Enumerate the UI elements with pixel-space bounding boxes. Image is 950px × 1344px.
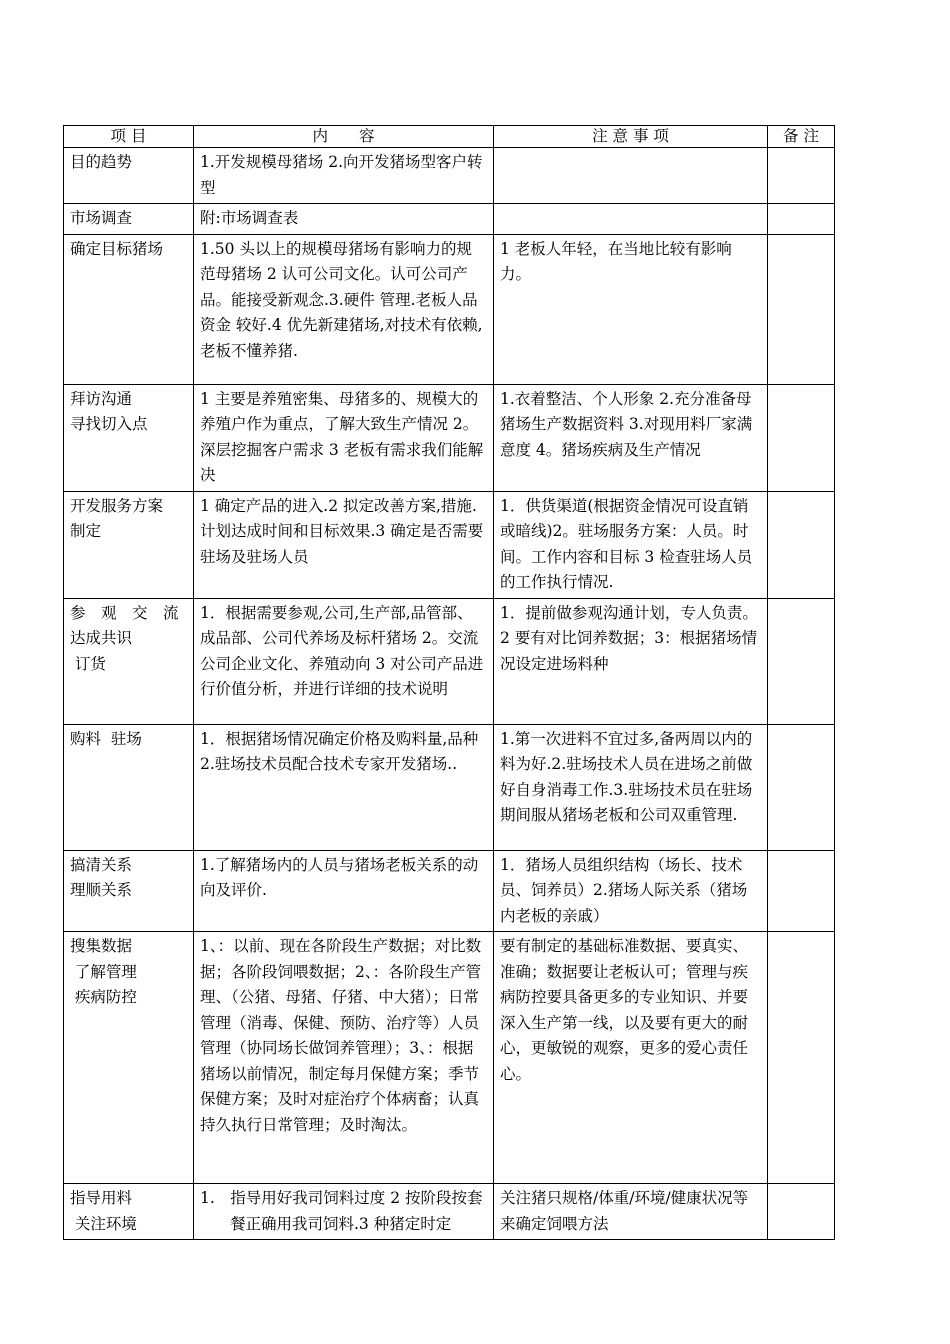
item-cell: 指导用料 关注环境 <box>64 1184 194 1240</box>
table-row <box>64 204 835 235</box>
table-row <box>64 148 835 204</box>
table-row <box>64 491 835 598</box>
table-header-row <box>64 126 835 148</box>
remark-cell <box>768 850 835 932</box>
item-cell: 开发服务方案 制定 <box>64 491 194 598</box>
notes-cell: 关注猪只规格/体重/环境/健康状况等来确定饲喂方法 <box>494 1184 768 1240</box>
remark-cell <box>768 234 835 384</box>
item-cell: 市场调查 <box>64 204 194 235</box>
work-plan-table <box>63 125 835 1240</box>
remark-cell <box>768 384 835 491</box>
content-cell: 1.50 头以上的规模母猪场有影响力的规范母猪场 2 认可公司文化。认可公司产品。能接受新观念.3.硬件 管理.老板人品 资金 较好.4 优先新建猪场,对技术有依赖,老板不懂养猪. <box>194 234 494 384</box>
header-notes: 注 意 事 项 <box>494 126 768 148</box>
content-cell: 1．根据猪场情况确定价格及购料量,品种 2.驻场技术员配合技术专家开发猪场.. <box>194 724 494 850</box>
header-content: 内 容 <box>194 126 494 148</box>
remark-cell <box>768 204 835 235</box>
table-row <box>64 384 835 491</box>
table-row <box>64 724 835 850</box>
content-cell: 1 主要是养殖密集、母猪多的、规模大的养殖户作为重点，了解大致生产情况 2。深层挖掘客户需求 3 老板有需求我们能解决 <box>194 384 494 491</box>
content-cell: 1、：以前、现在各阶段生产数据；对比数据；各阶段饲喂数据；2、：各阶段生产管理、（公猪、母猪、仔猪、中大猪）；日常管理（消毒、保健、预防、治疗等）人员管理（协同场长做饲养管理）；3、：根据猪场以前情况，制定每月保健方案；季节保健方案；及时对症治疗个体病畜；认真持久执行日常管理；及时淘汰。 <box>194 932 494 1184</box>
table-row <box>64 598 835 724</box>
content-cell: 1. 指导用好我司饲料过度 2 按阶段按套餐正确用我司饲料.3 种猪定时定 <box>194 1184 494 1240</box>
item-cell: 目的趋势 <box>64 148 194 204</box>
item-cell: 参 观 交 流 达成共识 订货 <box>64 598 194 724</box>
remark-cell <box>768 1184 835 1240</box>
content-cell: 1．根据需要参观,公司,生产部,品管部、成品部、公司代养场及标杆猪场 2。交流公司企业文化、养殖动向 3 对公司产品进行价值分析，并进行详细的技术说明 <box>194 598 494 724</box>
notes-cell: 1.衣着整洁、个人形象 2.充分准备母猪场生产数据资料 3.对现用料厂家满意度 4。猪场疾病及生产情况 <box>494 384 768 491</box>
table-row <box>64 932 835 1184</box>
notes-cell: 1．供货渠道(根据资金情况可设直销或暗线)2。驻场服务方案：人员。时间。工作内容和目标 3 检查驻场人员的工作执行情况. <box>494 491 768 598</box>
header-item: 项 目 <box>64 126 194 148</box>
header-remark: 备 注 <box>768 126 835 148</box>
content-cell: 1.了解猪场内的人员与猪场老板关系的动向及评价. <box>194 850 494 932</box>
table-row <box>64 234 835 384</box>
notes-cell <box>494 148 768 204</box>
item-cell: 拜访沟通 寻找切入点 <box>64 384 194 491</box>
remark-cell <box>768 148 835 204</box>
notes-cell: 要有制定的基础标准数据、要真实、准确；数据要让老板认可；管理与疾病防控要具备更多的专业知识、并要深入生产第一线，以及要有更大的耐心，更敏锐的观察，更多的爱心责任心。 <box>494 932 768 1184</box>
remark-cell <box>768 491 835 598</box>
notes-cell: 1．猪场人员组织结构（场长、技术员、饲养员）2.猪场人际关系（猪场内老板的亲戚） <box>494 850 768 932</box>
notes-cell <box>494 204 768 235</box>
table-row <box>64 1184 835 1240</box>
remark-cell <box>768 724 835 850</box>
item-cell: 搜集数据 了解管理 疾病防控 <box>64 932 194 1184</box>
remark-cell <box>768 932 835 1184</box>
content-cell: 附:市场调查表 <box>194 204 494 235</box>
notes-cell: 1 老板人年轻，在当地比较有影响力。 <box>494 234 768 384</box>
content-cell: 1.开发规模母猪场 2.向开发猪场型客户转型 <box>194 148 494 204</box>
content-cell: 1 确定产品的进入.2 拟定改善方案,措施.计划达成时间和目标效果.3 确定是否需要驻场及驻场人员 <box>194 491 494 598</box>
item-cell: 确定目标猪场 <box>64 234 194 384</box>
notes-cell: 1．提前做参观沟通计划，专人负责。2 要有对比饲养数据；3：根据猪场情况设定进场料种 <box>494 598 768 724</box>
item-cell: 购料 驻场 <box>64 724 194 850</box>
table-row <box>64 850 835 932</box>
notes-cell: 1.第一次进料不宜过多,备两周以内的料为好.2.驻场技术人员在进场之前做好自身消毒工作.3.驻场技术员在驻场期间服从猪场老板和公司双重管理. <box>494 724 768 850</box>
item-cell: 搞清关系 理顺关系 <box>64 850 194 932</box>
remark-cell <box>768 598 835 724</box>
